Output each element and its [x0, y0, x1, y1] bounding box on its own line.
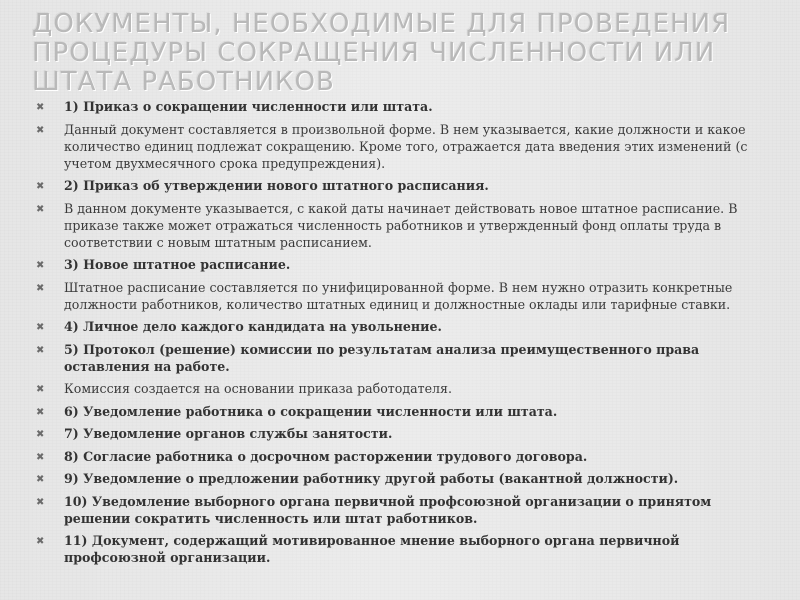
x-mark-icon: ✖	[36, 429, 45, 440]
list-item-text: 7) Уведомление органов службы занятости.	[64, 426, 393, 441]
list-item	[36, 425, 776, 442]
list-item-text: 5) Протокол (решение) комиссии по результатам анализа преимущественного права оставления на работе.	[64, 341, 700, 374]
list-item-text: 2) Приказ об утверждении нового штатного расписания.	[64, 178, 489, 193]
list-item	[36, 200, 776, 251]
list-item	[36, 177, 776, 194]
content-list	[36, 98, 776, 572]
x-mark-icon: ✖	[36, 203, 45, 215]
list-item	[36, 98, 776, 115]
x-mark-icon: ✖	[36, 406, 45, 418]
x-mark-icon: ✖	[36, 282, 45, 294]
list-item	[36, 380, 776, 397]
list-item	[36, 279, 776, 313]
list-item-text: 10) Уведомление выборного органа первичной профсоюзной организации о принятом решении сократить численность или штат работников.	[64, 493, 712, 526]
list-item-text: Данный документ составляется в произвольной форме. В нем указывается, какие должности и какое количество единиц подлежат сокращению. Кроме того, отражается дата введения этих изменений (с учетом двухмесячного срока предупреждения).	[64, 121, 748, 171]
list-item	[36, 448, 776, 465]
list-item-text: 4) Личное дело каждого кандидата на увольнение.	[64, 319, 442, 334]
list-item-text: Штатное расписание составляется по унифицированной форме. В нем нужно отразить конкретные должности работников, количество штатных единиц и должностные оклады или тарифные ставки.	[64, 279, 733, 312]
x-mark-icon: ✖	[36, 322, 45, 333]
x-mark-icon: ✖	[36, 496, 45, 508]
x-mark-icon: ✖	[36, 124, 45, 136]
list-item-text: 9) Уведомление о предложении работнику другой работы (вакантной должности).	[64, 471, 679, 486]
list-item	[36, 121, 776, 172]
list-item-text: В данном документе указывается, с какой даты начинает действовать новое штатное расписание. В приказе также может отражаться численность работников и утвержденный фонд оплаты труда в соответствии с новым штатным расписанием.	[64, 200, 738, 250]
list-item-text: Комиссия создается на основании приказа работодателя.	[64, 381, 452, 396]
list-item	[36, 341, 776, 375]
x-mark-icon: ✖	[36, 102, 45, 113]
x-mark-icon: ✖	[36, 536, 45, 547]
list-item	[36, 470, 776, 487]
x-mark-icon: ✖	[36, 451, 45, 463]
slide-title: ДОКУМЕНТЫ, НЕОБХОДИМЫЕ ДЛЯ ПРОВЕДЕНИЯ ПРОЦЕДУРЫ СОКРАЩЕНИЯ ЧИСЛЕННОСТИ ИЛИ ШТАТА РАБОТНИКОВ	[32, 9, 731, 97]
list-item	[36, 403, 776, 420]
list-item	[36, 318, 776, 335]
list-item	[36, 256, 776, 273]
list-item-text: 3) Новое штатное расписание.	[64, 257, 291, 272]
x-mark-icon: ✖	[36, 260, 45, 271]
list-item	[36, 493, 776, 527]
x-mark-icon: ✖	[36, 181, 45, 192]
x-mark-icon: ✖	[36, 384, 45, 395]
list-item-text: 11) Документ, содержащий мотивированное мнение выборного органа первичной профсоюзной организации.	[64, 533, 680, 565]
list-item-text: 1) Приказ о сокращении численности или штата.	[64, 99, 433, 114]
x-mark-icon: ✖	[36, 344, 45, 356]
list-item	[36, 532, 776, 566]
x-mark-icon: ✖	[36, 474, 45, 485]
list-item-text: 6) Уведомление работника о сокращении численности или штата.	[64, 403, 558, 419]
list-item-text: 8) Согласие работника о досрочном расторжении трудового договора.	[64, 448, 588, 464]
